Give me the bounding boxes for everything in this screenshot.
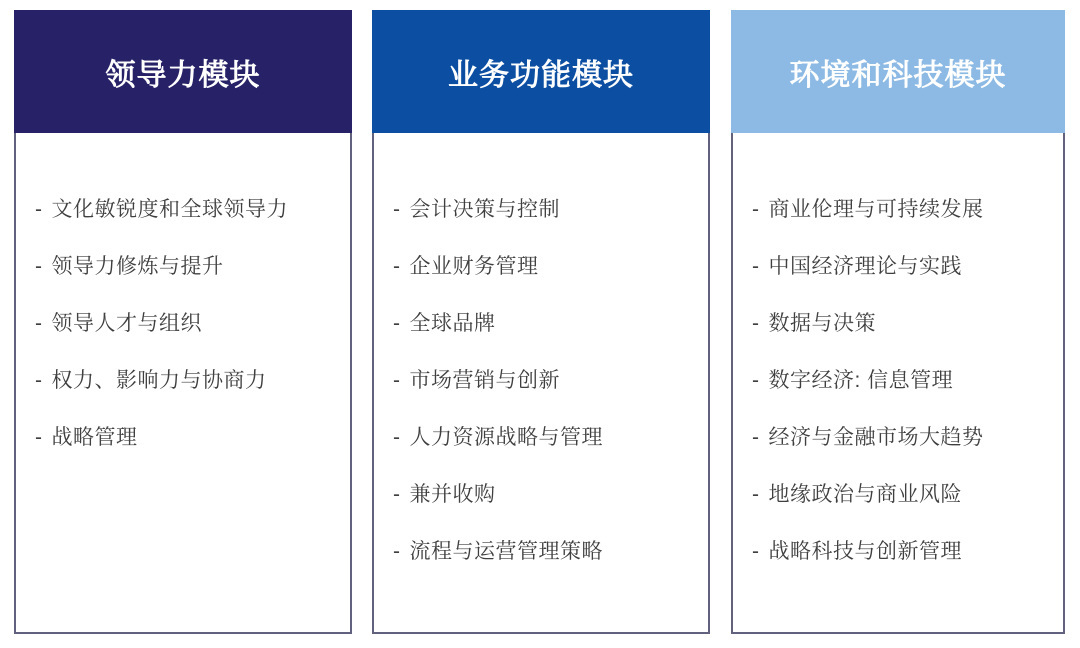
course-item-label: 战略科技与创新管理 (768, 540, 962, 563)
course-item (35, 199, 340, 221)
module-column-business-function (372, 10, 710, 634)
course-item (752, 541, 1053, 563)
course-item-label: 会计决策与控制 (409, 198, 560, 221)
course-item-label: 权力、影响力与协商力 (51, 369, 267, 392)
course-item-label: 数据与决策 (768, 312, 876, 335)
module-body-environment-tech (731, 133, 1065, 634)
course-item (393, 484, 698, 506)
bullet-dash: - (752, 255, 760, 278)
course-item (752, 370, 1053, 392)
bullet-dash: - (393, 369, 401, 392)
course-item (752, 256, 1053, 278)
course-item (35, 427, 340, 449)
course-item (752, 427, 1053, 449)
bullet-dash: - (752, 312, 760, 335)
course-item-label: 企业财务管理 (409, 255, 539, 278)
bullet-dash: - (393, 483, 401, 506)
bullet-dash: - (393, 426, 401, 449)
bullet-dash: - (752, 198, 760, 221)
bullet-dash: - (35, 369, 43, 392)
course-item (752, 484, 1053, 506)
bullet-dash: - (393, 198, 401, 221)
module-header-leadership: 领导力模块 (14, 10, 352, 133)
bullet-dash: - (393, 312, 401, 335)
course-item (393, 199, 698, 221)
bullet-dash: - (752, 369, 760, 392)
course-item (752, 313, 1053, 335)
course-item (393, 256, 698, 278)
bullet-dash: - (752, 483, 760, 506)
bullet-dash: - (35, 198, 43, 221)
course-item (35, 313, 340, 335)
course-item-label: 流程与运营管理策略 (409, 540, 603, 563)
course-item-label: 战略管理 (51, 426, 138, 449)
course-item (393, 370, 698, 392)
bullet-dash: - (35, 312, 43, 335)
course-item-label: 数字经济: 信息管理 (768, 369, 954, 392)
course-item-label: 经济与金融市场大趋势 (768, 426, 984, 449)
bullet-dash: - (752, 426, 760, 449)
module-column-environment-tech (731, 10, 1065, 634)
module-column-leadership (14, 10, 352, 634)
module-header-environment-tech: 环境和科技模块 (731, 10, 1065, 133)
course-list-environment-tech (752, 199, 1053, 563)
course-item-label: 领导人才与组织 (51, 312, 202, 335)
course-list-leadership (35, 199, 340, 449)
course-item-label: 市场营销与创新 (409, 369, 560, 392)
course-item (393, 541, 698, 563)
bullet-dash: - (752, 540, 760, 563)
course-item (35, 370, 340, 392)
course-item-label: 文化敏锐度和全球领导力 (51, 198, 288, 221)
bullet-dash: - (35, 426, 43, 449)
course-item (35, 256, 340, 278)
course-item-label: 兼并收购 (409, 483, 496, 506)
course-item-label: 商业伦理与可持续发展 (768, 198, 984, 221)
bullet-dash: - (35, 255, 43, 278)
course-item-label: 人力资源战略与管理 (409, 426, 603, 449)
bullet-dash: - (393, 540, 401, 563)
course-item (393, 427, 698, 449)
module-body-leadership (14, 133, 352, 634)
course-item-label: 中国经济理论与实践 (768, 255, 962, 278)
course-item-label: 领导力修炼与提升 (51, 255, 224, 278)
course-item (393, 313, 698, 335)
bullet-dash: - (393, 255, 401, 278)
course-item-label: 地缘政治与商业风险 (768, 483, 962, 506)
course-item-label: 全球品牌 (409, 312, 496, 335)
module-header-business-function: 业务功能模块 (372, 10, 710, 133)
course-list-business-function (393, 199, 698, 563)
course-item (752, 199, 1053, 221)
module-body-business-function (372, 133, 710, 634)
